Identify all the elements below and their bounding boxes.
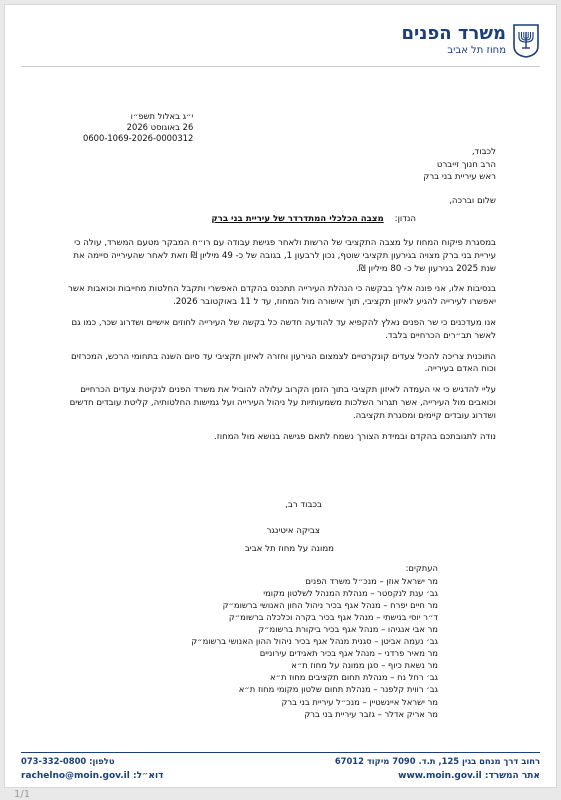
copy-recipient: גב׳ רווית קלפנר – מנהלת תחום שלטון מקומי מחוז ת״א xyxy=(238,684,438,695)
copies-title: העתקים: xyxy=(405,563,438,573)
copy-recipient: גב׳ רחל נח – מנהלת תחום תקציבים מחוז ת״א xyxy=(269,672,438,683)
addressee-block xyxy=(423,146,496,184)
header-divider xyxy=(21,66,540,67)
body-paragraph: עליי להדגיש כי אי העמדה לאיזון תקציבי בתוך הזמן הקרוב עלולה להוביל את משרד הפנים לנקיטת צעדים הכרחיים וכואבים מול העירייה, אשר תגרור השלכות משמעותיות על ניהול העירייה ועל גמישות החלטותיה, קליטת עובדים חדשים ושדרוג עובדים קיימים ומסגרת תקציבה. xyxy=(69,385,496,421)
body-paragraph: במסגרת פיקוח המחוז על מצבה התקציבי של הרשות ולאחר פגישת עבודה עם רו״ח המבקר מטעם המשרד, עולה כי עיריית בני ברק מצויה בגירעון תקציבי שוטף, נכון לרבעון 1, בגובה של כ- 49 מיליון ₪ וזאת לאחר שהעירייה סיימה את שנת 2025 בגירעון של כ- 80 מיליון ₪. xyxy=(73,238,496,274)
hebrew-date: י״ג באלול תשפ״ו xyxy=(130,111,194,121)
copy-recipient: מר ישראל איינשטיין – מנכ״ל עיריית בני ברק xyxy=(281,696,438,707)
body-paragraph: בנסיבות אלו, אני פונה אליך בבקשה כי הנהלת העירייה תתכנס בהקדם האפשרי ותקבל החלטות מחייבות וכואבות אשר יאפשרו לעירייה להגיע לאיזון תקציבי, תוך אישורה מול המחוז, עד ל 11 באוקטובר 2026. xyxy=(68,284,496,308)
letter-page xyxy=(4,4,557,788)
letter-body xyxy=(65,237,496,451)
copy-recipient: מר אבי אנגיהו – מנהל אגף בכיר ביקורת ברשומ״ק xyxy=(258,624,438,635)
footer-email-label: דוא״ל: xyxy=(133,771,164,781)
body-paragraph: נודה לתגובתכם בהקדם ובמידת הצורך נשמח לתאם פגישה בנושא מול המחוז. xyxy=(214,431,496,442)
copies-list xyxy=(191,562,438,720)
footer-website-group xyxy=(398,771,540,781)
reference-number: 0600-1069-2026-0000312 xyxy=(83,133,194,143)
copy-recipient: מר מאיר פרדני – מנהל אגף בכיר תאגידים עירוניים xyxy=(259,648,438,659)
subject-line xyxy=(211,214,416,224)
footer-email-group xyxy=(21,771,163,781)
gregorian-date: 26 באוגוסט 2026 xyxy=(126,122,194,132)
signoff: בכבוד רב, xyxy=(285,500,322,510)
footer-website-label: אתר המשרד: xyxy=(484,771,540,781)
footer-email-link[interactable]: rachelno@moin.gov.il xyxy=(21,771,130,781)
copy-recipient: מר חיים יפרח – מנהל אגף בכיר ניהול החון האנושי ברשומ״ק xyxy=(222,600,438,611)
greeting: שלום וברכה, xyxy=(449,196,496,206)
district-name: מחוז תל אביב xyxy=(447,45,506,56)
copy-recipient: מר ישראל אוזן – מנכ״ל משרד הפנים xyxy=(305,576,438,587)
signer-name: צביקה איטינגר xyxy=(266,526,320,536)
subject-text: מצבה הכלכלי המתדרדר של עיריית בני ברק xyxy=(211,214,384,224)
copy-recipient: גב׳ ענת לנקסטר – מנהלת המנהל לשלטון מקומי xyxy=(263,588,438,599)
footer-address: רחוב דרך מנחם בגין 125, ת.ד. 7090 מיקוד 67012 xyxy=(334,756,540,766)
subject-label: הנדון: xyxy=(394,214,416,224)
signer-title: ממונה על מחוז תל אביב xyxy=(244,544,334,554)
footer-phone: טלפון: 073-332-0800 xyxy=(21,756,115,766)
addressee-name: הרב חנוך זייברט xyxy=(436,159,496,170)
footer-divider xyxy=(21,752,540,753)
copy-recipient: מר אריק אדלר – גזבר עיריית בני ברק xyxy=(304,708,438,719)
ministry-name: משרד הפנים xyxy=(401,23,506,44)
addressee-title: ראש עיריית בני ברק xyxy=(423,172,496,182)
copy-recipient: גב׳ נעמה אביטן – סגנית מנהל אגף בכיר ניהול ההון האנושי ברשומ״ק xyxy=(191,636,438,647)
letterhead xyxy=(401,17,540,65)
body-paragraph: התוכנית צריכה להכיל צעדים קונקרטיים לצמצום הגירעון וחזרה לאיזון תקציבי עד סיום השנה בתחומי הרכש, המכרזים וכוח האדם בעירייה. xyxy=(71,351,496,375)
copy-recipient: מר נשאת כיוף – סגן ממונה על מחוז ת״א xyxy=(291,660,438,671)
reference-block xyxy=(83,111,193,144)
page-indicator: 1/1 xyxy=(14,789,31,800)
menorah-emblem-icon xyxy=(512,24,540,58)
body-paragraph: אנו מעדכנים כי שר הפנים נאלץ להקפיא עד להודעה חדשה כל בקשה של העירייה לחוזים אישיים ושדרוג שכר, כמו גם לאשר תב״רים הכרחיים בלבד. xyxy=(71,317,496,341)
footer-website-link[interactable]: www.moin.gov.il xyxy=(398,771,482,781)
addressee-to: לכבוד, xyxy=(471,147,496,157)
copy-recipient: ד״ר יוסי בנישתי – מנהל אגף בכיר בקרה וכלכלה ברשומ״ק xyxy=(228,612,438,623)
